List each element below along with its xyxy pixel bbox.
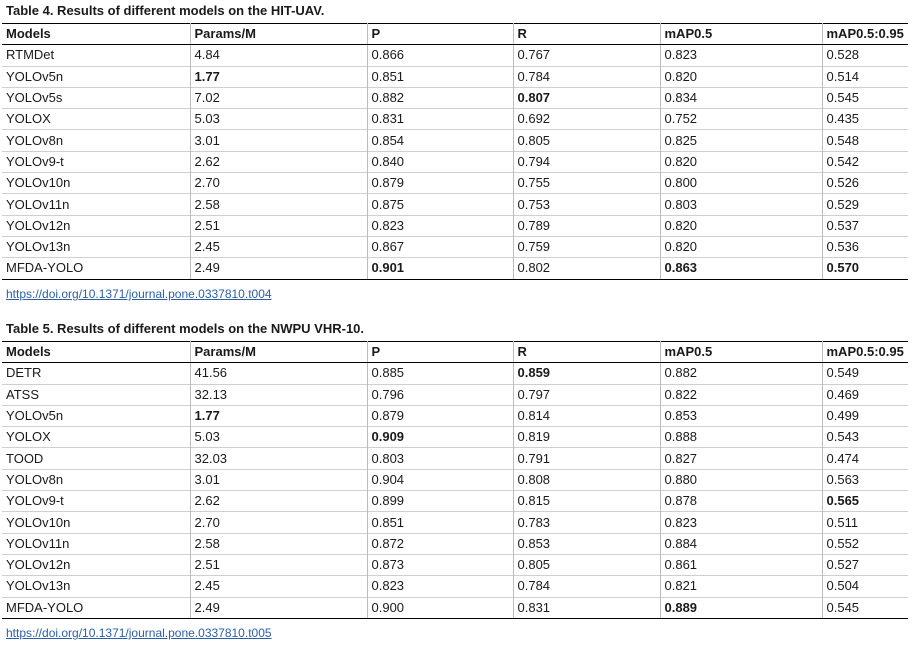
cell-params: 1.77	[190, 405, 367, 426]
cell-map50-95: 0.543	[822, 427, 908, 448]
cell-model: MFDA-YOLO	[2, 258, 190, 279]
cell-model: YOLOX	[2, 427, 190, 448]
cell-map50: 0.884	[660, 533, 822, 554]
cell-r: 0.807	[513, 87, 660, 108]
cell-model: YOLOv5n	[2, 405, 190, 426]
col-header-p: P	[367, 342, 513, 363]
cell-map50-95: 0.474	[822, 448, 908, 469]
cell-model: YOLOX	[2, 109, 190, 130]
cell-model: YOLOv8n	[2, 469, 190, 490]
table-row	[2, 554, 908, 575]
cell-model: YOLOv9-t	[2, 491, 190, 512]
cell-map50: 0.882	[660, 363, 822, 384]
cell-map50: 0.853	[660, 405, 822, 426]
col-header-params: Params/M	[190, 342, 367, 363]
cell-model: YOLOv11n	[2, 533, 190, 554]
cell-r: 0.794	[513, 151, 660, 172]
cell-model: YOLOv8n	[2, 130, 190, 151]
cell-p: 0.866	[367, 45, 513, 66]
cell-r: 0.819	[513, 427, 660, 448]
cell-r: 0.789	[513, 215, 660, 236]
results-table-nwpu-vhr10	[2, 341, 908, 619]
cell-params: 2.58	[190, 533, 367, 554]
cell-model: DETR	[2, 363, 190, 384]
cell-params: 2.45	[190, 576, 367, 597]
table-row	[2, 236, 908, 257]
cell-map50-95: 0.511	[822, 512, 908, 533]
cell-params: 4.84	[190, 45, 367, 66]
cell-p: 0.867	[367, 236, 513, 257]
cell-map50-95: 0.570	[822, 258, 908, 279]
cell-r: 0.753	[513, 194, 660, 215]
cell-map50-95: 0.563	[822, 469, 908, 490]
cell-params: 1.77	[190, 66, 367, 87]
cell-params: 2.62	[190, 491, 367, 512]
col-header-models: Models	[2, 342, 190, 363]
cell-p: 0.875	[367, 194, 513, 215]
cell-model: YOLOv10n	[2, 512, 190, 533]
cell-p: 0.879	[367, 173, 513, 194]
cell-params: 32.13	[190, 384, 367, 405]
cell-params: 2.51	[190, 554, 367, 575]
cell-params: 3.01	[190, 130, 367, 151]
cell-model: RTMDet	[2, 45, 190, 66]
table-row	[2, 427, 908, 448]
table-row	[2, 533, 908, 554]
table-row	[2, 87, 908, 108]
table-row	[2, 109, 908, 130]
cell-p: 0.885	[367, 363, 513, 384]
col-header-models: Models	[2, 24, 190, 45]
cell-params: 2.51	[190, 215, 367, 236]
cell-model: YOLOv12n	[2, 215, 190, 236]
col-header-map50-95: mAP0.5:0.95	[822, 342, 908, 363]
cell-params: 32.03	[190, 448, 367, 469]
cell-r: 0.859	[513, 363, 660, 384]
cell-map50-95: 0.504	[822, 576, 908, 597]
cell-map50: 0.822	[660, 384, 822, 405]
table-caption: Table 4. Results of different models on the HIT-UAV.	[6, 3, 325, 18]
table-header-row	[2, 342, 908, 363]
col-header-map50-95: mAP0.5:0.95	[822, 24, 908, 45]
cell-p: 0.900	[367, 597, 513, 618]
cell-p: 0.851	[367, 66, 513, 87]
table-row	[2, 597, 908, 618]
table-row	[2, 405, 908, 426]
cell-model: YOLOv12n	[2, 554, 190, 575]
cell-model: YOLOv13n	[2, 576, 190, 597]
cell-r: 0.759	[513, 236, 660, 257]
col-header-map50: mAP0.5	[660, 342, 822, 363]
cell-map50-95: 0.514	[822, 66, 908, 87]
cell-map50: 0.820	[660, 215, 822, 236]
col-header-r: R	[513, 24, 660, 45]
cell-map50-95: 0.548	[822, 130, 908, 151]
doi-link[interactable]: https://doi.org/10.1371/journal.pone.0337810.t005	[6, 626, 272, 640]
cell-params: 7.02	[190, 87, 367, 108]
table-row	[2, 469, 908, 490]
table-row	[2, 45, 908, 66]
cell-p: 0.904	[367, 469, 513, 490]
cell-r: 0.791	[513, 448, 660, 469]
table-row	[2, 194, 908, 215]
cell-map50: 0.880	[660, 469, 822, 490]
cell-map50: 0.834	[660, 87, 822, 108]
cell-map50-95: 0.537	[822, 215, 908, 236]
table-row	[2, 130, 908, 151]
cell-map50-95: 0.469	[822, 384, 908, 405]
cell-map50: 0.889	[660, 597, 822, 618]
cell-map50: 0.823	[660, 45, 822, 66]
cell-p: 0.873	[367, 554, 513, 575]
cell-params: 5.03	[190, 109, 367, 130]
cell-map50-95: 0.552	[822, 533, 908, 554]
cell-map50-95: 0.536	[822, 236, 908, 257]
table-row	[2, 151, 908, 172]
cell-params: 3.01	[190, 469, 367, 490]
cell-model: ATSS	[2, 384, 190, 405]
cell-map50: 0.878	[660, 491, 822, 512]
cell-map50-95: 0.527	[822, 554, 908, 575]
cell-map50-95: 0.499	[822, 405, 908, 426]
cell-map50-95: 0.565	[822, 491, 908, 512]
cell-r: 0.784	[513, 576, 660, 597]
table-row	[2, 576, 908, 597]
cell-model: YOLOv13n	[2, 236, 190, 257]
cell-r: 0.853	[513, 533, 660, 554]
col-header-p: P	[367, 24, 513, 45]
cell-map50: 0.820	[660, 66, 822, 87]
cell-r: 0.805	[513, 130, 660, 151]
cell-model: YOLOv11n	[2, 194, 190, 215]
cell-map50: 0.827	[660, 448, 822, 469]
cell-p: 0.851	[367, 512, 513, 533]
cell-map50-95: 0.549	[822, 363, 908, 384]
cell-map50-95: 0.529	[822, 194, 908, 215]
cell-r: 0.814	[513, 405, 660, 426]
cell-map50: 0.823	[660, 512, 822, 533]
col-header-map50: mAP0.5	[660, 24, 822, 45]
cell-p: 0.831	[367, 109, 513, 130]
cell-p: 0.796	[367, 384, 513, 405]
cell-map50: 0.803	[660, 194, 822, 215]
cell-model: YOLOv10n	[2, 173, 190, 194]
cell-map50: 0.800	[660, 173, 822, 194]
cell-map50-95: 0.545	[822, 87, 908, 108]
table-row	[2, 384, 908, 405]
cell-params: 2.45	[190, 236, 367, 257]
cell-model: TOOD	[2, 448, 190, 469]
results-table-hit-uav	[2, 23, 908, 280]
cell-params: 41.56	[190, 363, 367, 384]
cell-map50: 0.888	[660, 427, 822, 448]
table-row	[2, 491, 908, 512]
cell-r: 0.783	[513, 512, 660, 533]
cell-p: 0.882	[367, 87, 513, 108]
cell-p: 0.803	[367, 448, 513, 469]
cell-params: 2.49	[190, 597, 367, 618]
cell-r: 0.805	[513, 554, 660, 575]
cell-params: 2.62	[190, 151, 367, 172]
table-row	[2, 66, 908, 87]
table-caption: Table 5. Results of different models on the NWPU VHR-10.	[6, 321, 365, 336]
cell-map50: 0.820	[660, 151, 822, 172]
cell-p: 0.872	[367, 533, 513, 554]
table-row	[2, 215, 908, 236]
cell-model: MFDA-YOLO	[2, 597, 190, 618]
col-header-params: Params/M	[190, 24, 367, 45]
cell-model: YOLOv5n	[2, 66, 190, 87]
cell-map50-95: 0.526	[822, 173, 908, 194]
cell-params: 2.70	[190, 512, 367, 533]
cell-p: 0.879	[367, 405, 513, 426]
cell-p: 0.901	[367, 258, 513, 279]
cell-r: 0.802	[513, 258, 660, 279]
cell-p: 0.823	[367, 215, 513, 236]
table-row	[2, 363, 908, 384]
table-row	[2, 512, 908, 533]
cell-model: YOLOv9-t	[2, 151, 190, 172]
cell-params: 2.70	[190, 173, 367, 194]
cell-params: 2.58	[190, 194, 367, 215]
cell-p: 0.899	[367, 491, 513, 512]
cell-r: 0.692	[513, 109, 660, 130]
cell-map50: 0.821	[660, 576, 822, 597]
cell-r: 0.797	[513, 384, 660, 405]
cell-r: 0.755	[513, 173, 660, 194]
cell-map50: 0.861	[660, 554, 822, 575]
cell-map50-95: 0.528	[822, 45, 908, 66]
cell-r: 0.815	[513, 491, 660, 512]
cell-r: 0.767	[513, 45, 660, 66]
cell-map50: 0.825	[660, 130, 822, 151]
cell-p: 0.909	[367, 427, 513, 448]
cell-p: 0.823	[367, 576, 513, 597]
cell-params: 2.49	[190, 258, 367, 279]
cell-map50-95: 0.435	[822, 109, 908, 130]
cell-r: 0.831	[513, 597, 660, 618]
cell-map50: 0.820	[660, 236, 822, 257]
table-header-row	[2, 24, 908, 45]
cell-map50: 0.863	[660, 258, 822, 279]
table-row	[2, 258, 908, 279]
doi-link[interactable]: https://doi.org/10.1371/journal.pone.0337810.t004	[6, 287, 272, 301]
cell-r: 0.808	[513, 469, 660, 490]
table-row	[2, 173, 908, 194]
table-row	[2, 448, 908, 469]
cell-p: 0.840	[367, 151, 513, 172]
cell-p: 0.854	[367, 130, 513, 151]
col-header-r: R	[513, 342, 660, 363]
cell-model: YOLOv5s	[2, 87, 190, 108]
cell-map50: 0.752	[660, 109, 822, 130]
cell-params: 5.03	[190, 427, 367, 448]
cell-map50-95: 0.545	[822, 597, 908, 618]
cell-map50-95: 0.542	[822, 151, 908, 172]
cell-r: 0.784	[513, 66, 660, 87]
